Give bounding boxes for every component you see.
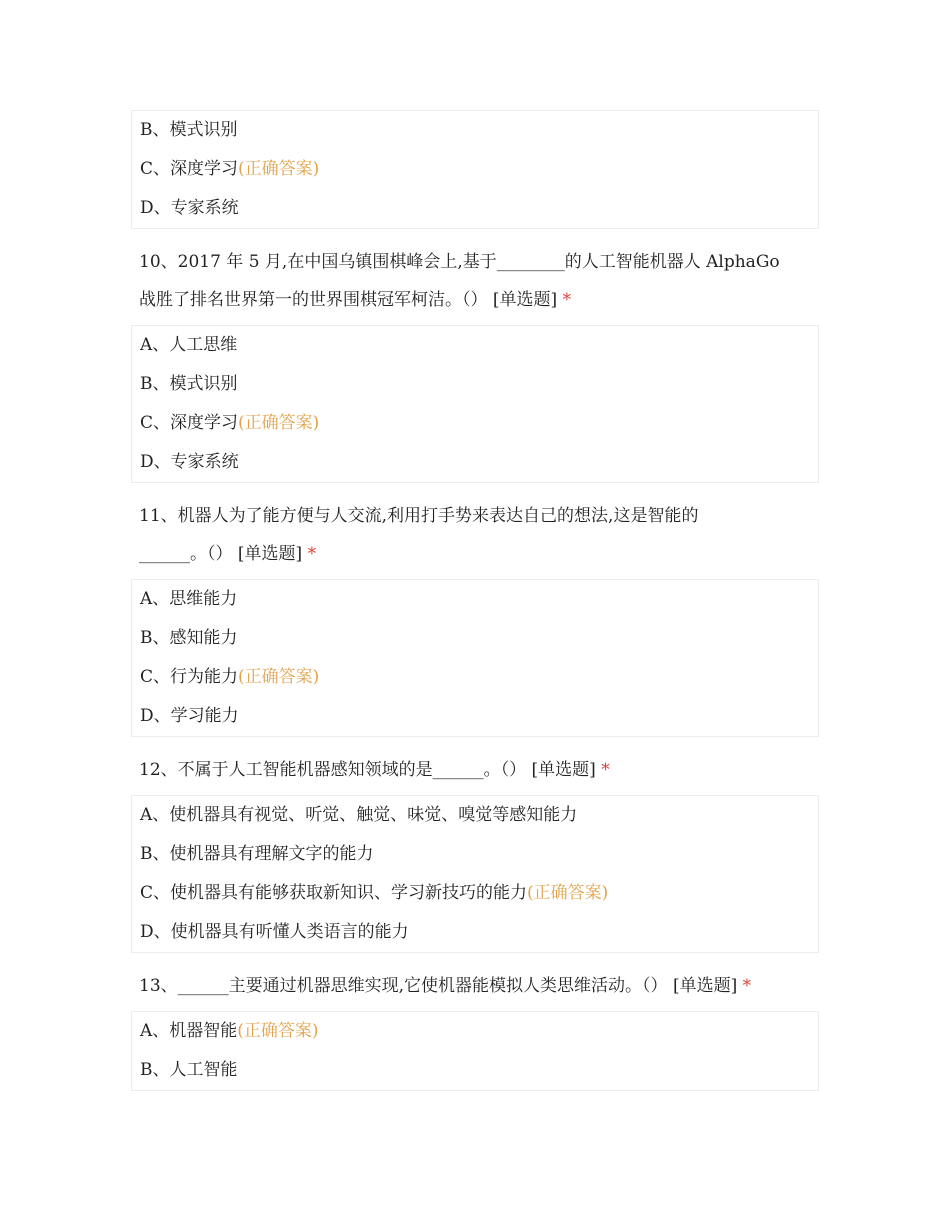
correct-answer-tag: (正确答案) bbox=[238, 413, 320, 433]
correct-answer-tag: (正确答案) bbox=[527, 883, 609, 903]
options-box-q9 bbox=[131, 110, 819, 229]
question-text bbox=[131, 243, 819, 319]
question-line-2 bbox=[139, 535, 811, 573]
options-box bbox=[131, 579, 819, 737]
option-label: C、深度学习 bbox=[140, 413, 239, 433]
option-a[interactable] bbox=[140, 326, 810, 365]
options-box bbox=[131, 325, 819, 483]
question-11 bbox=[131, 497, 819, 737]
option-b[interactable] bbox=[140, 111, 810, 150]
option-a[interactable] bbox=[140, 796, 810, 835]
option-label: D、专家系统 bbox=[140, 198, 239, 218]
option-label: D、学习能力 bbox=[140, 706, 239, 726]
question-line-1-text: 12、不属于人工智能机器感知领域的是______。（） [单选题] bbox=[139, 760, 602, 780]
option-label: B、使机器具有理解文字的能力 bbox=[140, 844, 374, 864]
option-c[interactable] bbox=[140, 404, 810, 443]
question-line-2-text: 战胜了排名世界第一的世界围棋冠军柯洁。（） [单选题] bbox=[139, 290, 563, 310]
option-c[interactable] bbox=[140, 150, 810, 189]
question-12 bbox=[131, 751, 819, 953]
question-10 bbox=[131, 243, 819, 483]
option-b[interactable] bbox=[140, 835, 810, 874]
option-b[interactable] bbox=[140, 619, 810, 658]
option-label: C、行为能力 bbox=[140, 667, 239, 687]
correct-answer-tag: (正确答案) bbox=[238, 667, 320, 687]
option-c[interactable] bbox=[140, 658, 810, 697]
options-box bbox=[131, 795, 819, 953]
option-label: D、使机器具有听懂人类语言的能力 bbox=[140, 922, 409, 942]
question-text bbox=[131, 497, 819, 573]
option-b[interactable] bbox=[140, 1051, 810, 1090]
question-line-2 bbox=[139, 281, 811, 319]
question-line-1 bbox=[139, 967, 811, 1005]
question-page bbox=[131, 110, 819, 1091]
option-label: C、深度学习 bbox=[140, 159, 239, 179]
correct-answer-tag: (正确答案) bbox=[237, 1021, 319, 1041]
option-b[interactable] bbox=[140, 365, 810, 404]
option-d[interactable] bbox=[140, 443, 810, 482]
question-line-2-text: ______。（） [单选题] bbox=[139, 544, 308, 564]
option-d[interactable] bbox=[140, 189, 810, 228]
option-c[interactable] bbox=[140, 874, 810, 913]
option-label: D、专家系统 bbox=[140, 452, 239, 472]
question-line-1: 10、2017 年 5 月,在中国乌镇围棋峰会上,基于________的人工智能机器人 AlphaGo bbox=[139, 252, 780, 272]
option-label: B、人工智能 bbox=[140, 1060, 238, 1080]
correct-answer-tag: (正确答案) bbox=[238, 159, 320, 179]
question-text bbox=[131, 967, 819, 1005]
option-label: C、使机器具有能够获取新知识、学习新技巧的能力 bbox=[140, 883, 528, 903]
required-star: * bbox=[307, 544, 317, 564]
option-d[interactable] bbox=[140, 697, 810, 736]
option-label: A、机器智能 bbox=[140, 1021, 238, 1041]
option-a[interactable] bbox=[140, 580, 810, 619]
option-label: A、使机器具有视觉、听觉、触觉、味觉、嗅觉等感知能力 bbox=[140, 805, 578, 825]
option-label: B、模式识别 bbox=[140, 374, 238, 394]
option-label: B、感知能力 bbox=[140, 628, 238, 648]
required-star: * bbox=[742, 976, 752, 996]
question-text bbox=[131, 751, 819, 789]
question-line-1-text: 13、______主要通过机器思维实现,它使机器能模拟人类思维活动。（） [单选题] bbox=[139, 976, 743, 996]
required-star: * bbox=[562, 290, 572, 310]
option-label: A、人工思维 bbox=[140, 335, 238, 355]
question-line-1 bbox=[139, 751, 811, 789]
option-d[interactable] bbox=[140, 913, 810, 952]
question-13 bbox=[131, 967, 819, 1091]
option-a[interactable] bbox=[140, 1012, 810, 1051]
options-box bbox=[131, 1011, 819, 1091]
required-star: * bbox=[601, 760, 610, 780]
question-line-1: 11、机器人为了能方便与人交流,利用打手势来表达自己的想法,这是智能的 bbox=[139, 506, 699, 526]
option-label: A、思维能力 bbox=[140, 589, 238, 609]
option-label: B、模式识别 bbox=[140, 120, 238, 140]
